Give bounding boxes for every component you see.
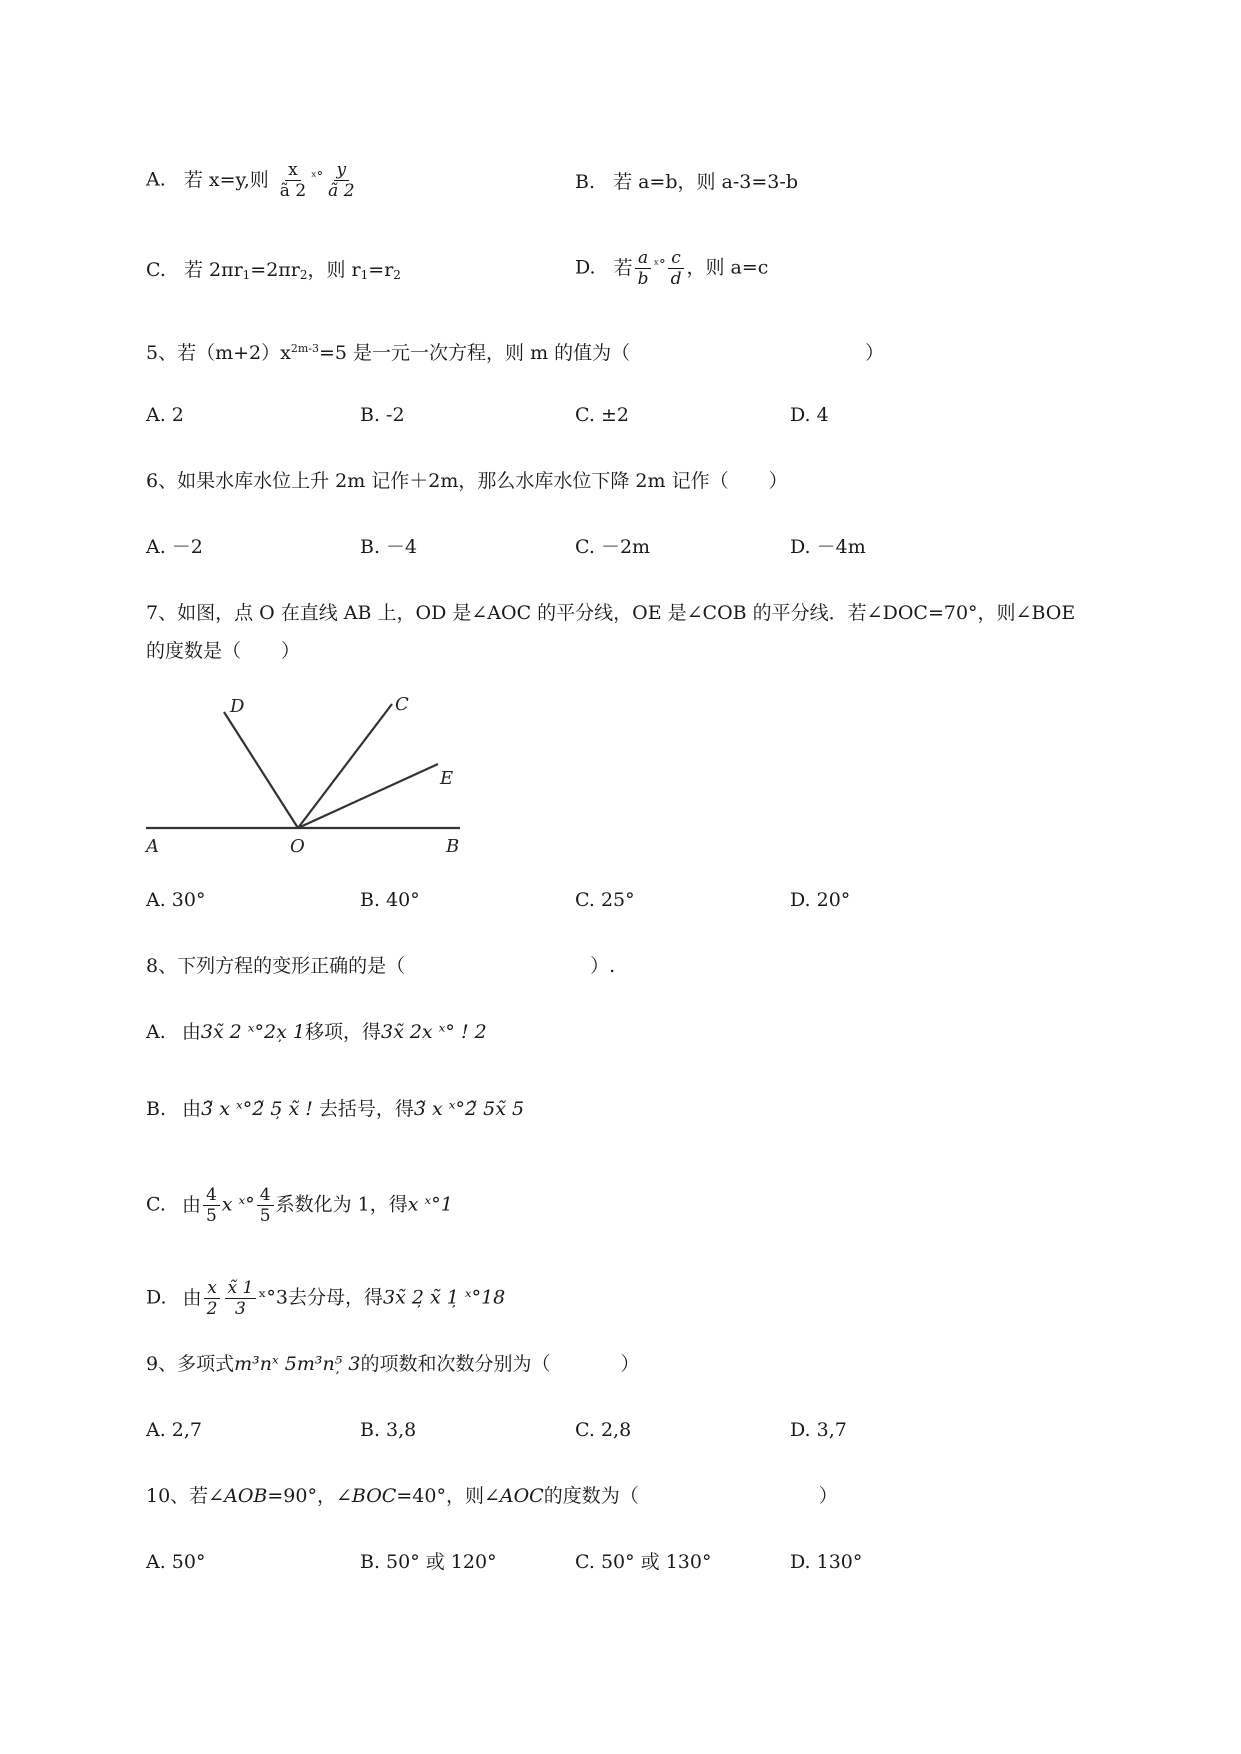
q8-option-a: A. 由3x̃ 2 ˣ°2x̦ 1移项，得3x̃ 2x ˣ° ! 2 — [146, 1021, 487, 1043]
q8-option-d: D. 由 $\frac{x}{2}$ $\frac{x̃ 1}{3}$ ˣ°3去分母，得3x̃ 2̦ x̃ 1̦ ˣ°18 — [146, 1278, 506, 1319]
angle-figure — [140, 690, 470, 865]
label-e: E — [440, 768, 454, 789]
question-7: 7、如图，点 O 在直线 AB 上，OD 是∠AOC 的平分线，OE 是∠COB 的平分线．若∠DOC=70°，则∠BOE — [146, 602, 1076, 624]
ray-oc — [298, 704, 392, 828]
label-c: C — [395, 694, 409, 715]
label-a: A — [146, 836, 159, 857]
q6-option-c: C. －2m — [575, 536, 651, 558]
question-6: 6、如果水库水位上升 2m 记作＋2m，那么水库水位下降 2m 记作（ ） — [146, 470, 788, 492]
q5-option-a: A. 2 — [146, 404, 184, 426]
fraction: $\frac{x̃ 1}{3}$ — [225, 1278, 257, 1319]
fraction: $\frac{4}{5}$ — [203, 1185, 220, 1226]
question-9: 9、多项式m³nˣ 5m³n⁵̦ 3的项数和次数分别为（ ） — [146, 1353, 640, 1375]
q5-option-c: C. ±2 — [575, 404, 629, 426]
question-7-cont: 的度数是（ ） — [146, 640, 301, 662]
q5-option-d: D. 4 — [790, 404, 829, 426]
ray-oe — [298, 764, 438, 828]
q4-option-a: A. 若 x=y,则 $\frac{x}{ã 2}$ $^{ˣ^\circ}$ $\frac{y}{ã 2}$ — [146, 160, 360, 201]
q4-option-c: C. 若 $2\pi r_1=2\pi r_2$，则 $r_1=r_2$ — [146, 259, 401, 282]
q9-option-a: A. 2,7 — [146, 1419, 203, 1441]
question-5: 5、若$(m+2)x^{2m-3}=5$ 是一元一次方程，则 m 的值为（ ） — [146, 342, 885, 364]
label-o: O — [290, 836, 305, 857]
q4-option-d: D. 若 $\frac{a}{b}$ $^{ˣ^\circ}$ $\frac{c}{d}$ ，则 a=c — [575, 248, 769, 289]
q6-option-b: B. －4 — [360, 536, 418, 558]
label-b: B — [446, 836, 460, 857]
q7-option-b: B. 40° — [360, 889, 420, 911]
fraction: $\frac{4}{5}$ — [257, 1185, 274, 1226]
q7-option-d: D. 20° — [790, 889, 851, 911]
q4-option-b: B. 若 a=b，则 a-3=3-b — [575, 171, 798, 193]
q10-option-c: C. 50° 或 130° — [575, 1551, 712, 1573]
q9-option-c: C. 2,8 — [575, 1419, 632, 1441]
q7-option-c: C. 25° — [575, 889, 635, 911]
fraction: $\frac{c}{d}$ — [668, 248, 685, 289]
fraction: $\frac{x}{ã 2}$ — [279, 160, 307, 201]
q10-option-b: B. 50° 或 120° — [360, 1551, 497, 1573]
q6-option-d: D. －4m — [790, 536, 866, 558]
q8-option-b: B. 由3̃ x ˣ°2̃ 5̦ x̃ ! 去括号，得3̃ x ˣ°2̃ 5x̃ 5 — [146, 1098, 525, 1120]
q9-option-d: D. 3,7 — [790, 1419, 847, 1441]
label-d: D — [230, 696, 245, 717]
q8-option-c: C. 由 $\frac{4}{5}$ x ˣ° $\frac{4}{5}$ 系数化为 1，得x ˣ°1 — [146, 1185, 453, 1226]
question-8: 8、下列方程的变形正确的是（ ）. — [146, 955, 616, 977]
ray-od — [224, 712, 298, 828]
fraction: $\frac{a}{b}$ — [635, 248, 652, 289]
fraction: $\frac{y}{ã 2}$ — [328, 160, 355, 201]
q5-option-b: B. -2 — [360, 404, 405, 426]
q7-option-a: A. 30° — [146, 889, 206, 911]
question-10: 10、若∠AOB=90°，∠BOC=40°，则∠AOC的度数为（ ） — [146, 1485, 838, 1507]
q9-option-b: B. 3,8 — [360, 1419, 417, 1441]
q10-option-d: D. 130° — [790, 1551, 863, 1573]
fraction: $\frac{x}{2}$ — [204, 1278, 221, 1319]
q10-option-a: A. 50° — [146, 1551, 206, 1573]
q6-option-a: A. －2 — [146, 536, 203, 558]
